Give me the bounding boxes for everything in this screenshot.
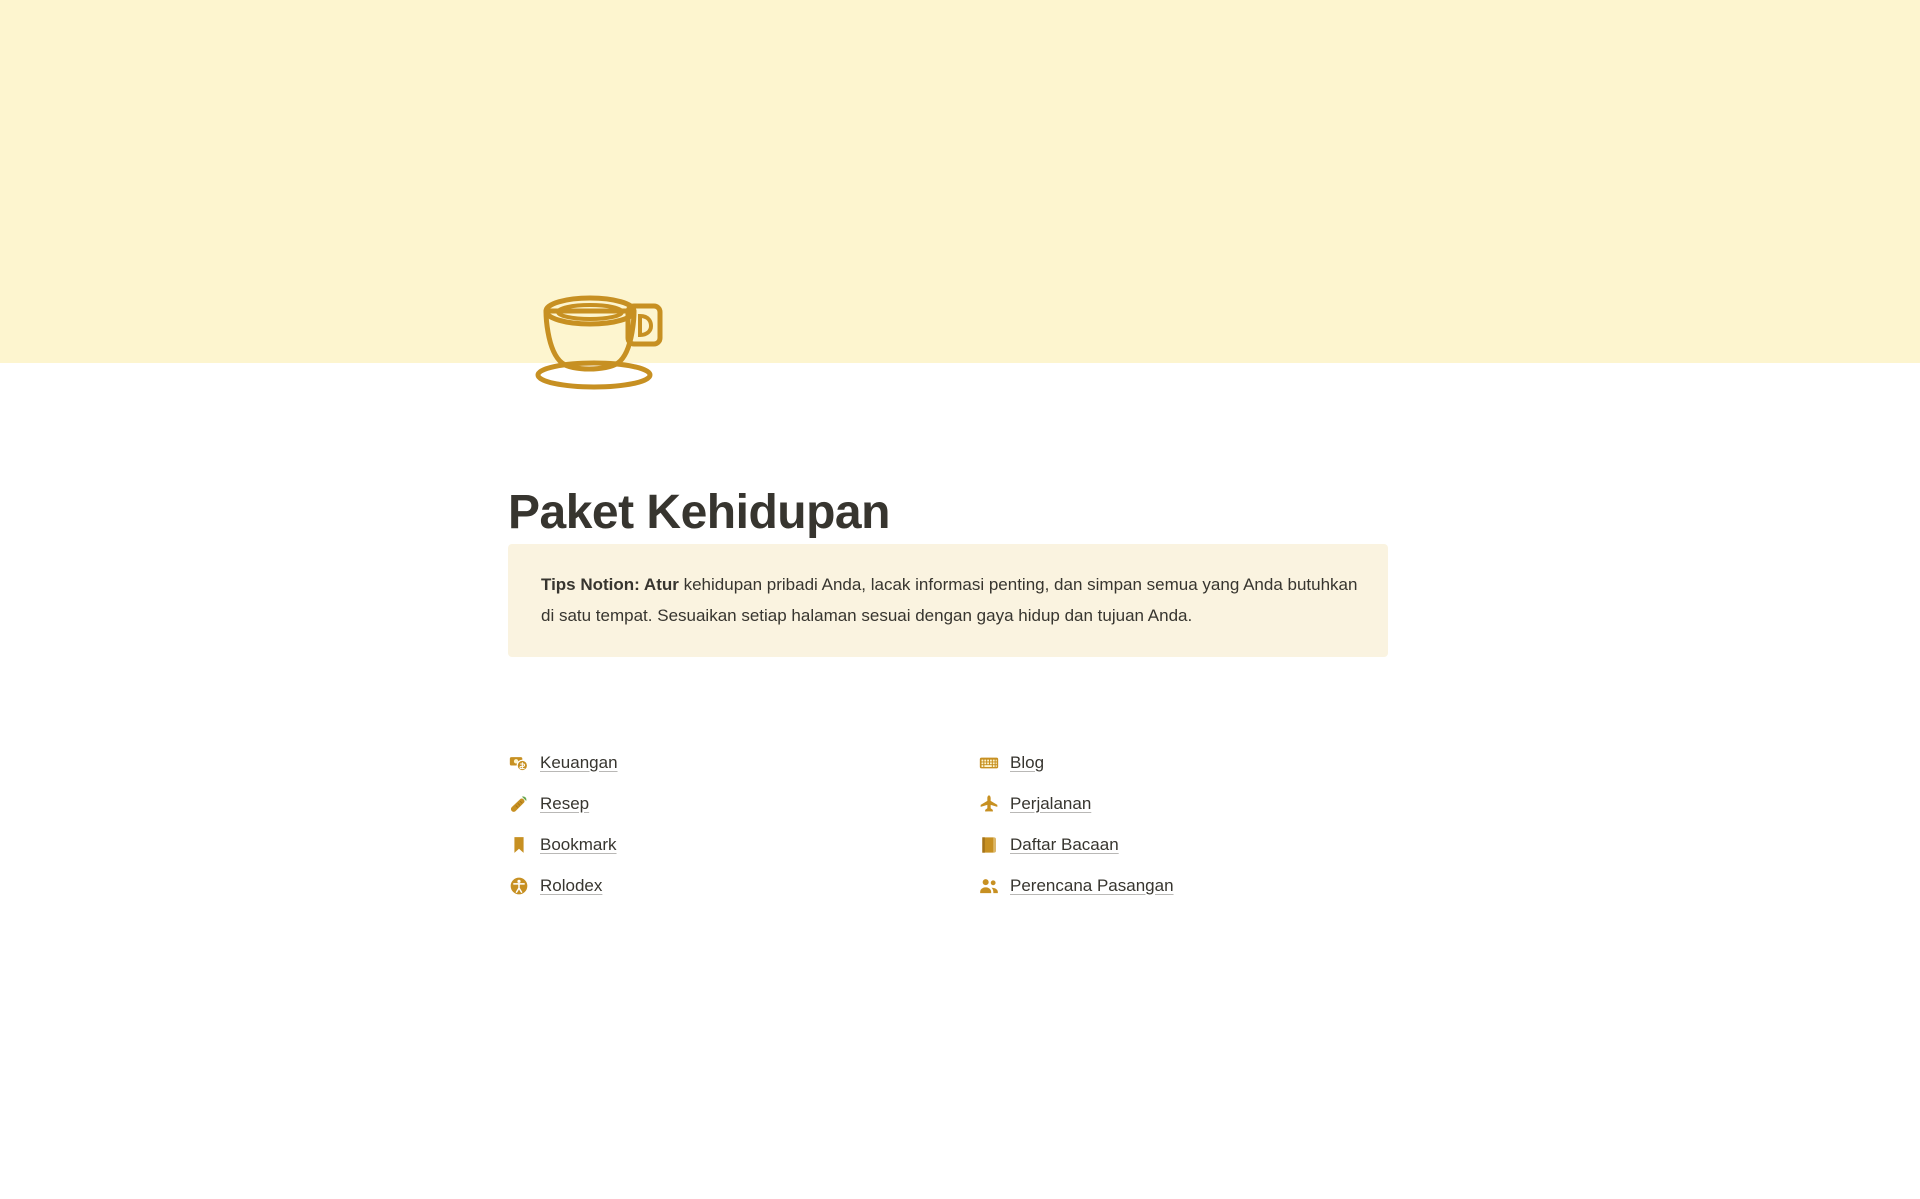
- keyboard-icon: [978, 752, 1000, 774]
- page-cover: [0, 0, 1920, 363]
- link-label[interactable]: Perencana Pasangan: [1010, 875, 1174, 895]
- link-item-perencana-pasangan[interactable]: [978, 865, 1448, 906]
- two-people-icon: [978, 875, 1000, 897]
- accessibility-icon: [508, 875, 530, 897]
- link-label[interactable]: Perjalanan: [1010, 793, 1092, 813]
- link-item-blog[interactable]: [978, 742, 1448, 783]
- closed-book-icon: [978, 834, 1000, 856]
- link-item-bookmark[interactable]: [508, 824, 978, 865]
- callout-text: [541, 569, 1358, 631]
- page-title: Paket Kehidupan: [508, 486, 890, 540]
- bookmark-icon: [508, 834, 530, 856]
- link-label[interactable]: Bookmark: [540, 834, 617, 854]
- money-exchange-icon: [508, 752, 530, 774]
- link-label[interactable]: Rolodex: [540, 875, 603, 895]
- link-label[interactable]: Resep: [540, 793, 590, 813]
- link-item-resep[interactable]: [508, 783, 978, 824]
- link-label[interactable]: Blog: [1010, 752, 1045, 772]
- airplane-icon: [978, 793, 1000, 815]
- carrot-icon: [508, 793, 530, 815]
- page-links-grid: [508, 742, 1448, 906]
- links-column-right: [978, 742, 1448, 906]
- callout-body: kehidupan pribadi Anda, lacak informasi penting, dan simpan semua yang Anda butuhkan di satu tempat. Sesuaikan setiap halaman sesuai dengan gaya hidup dan tujuan Anda.: [541, 575, 1358, 625]
- link-item-daftar-bacaan[interactable]: [978, 824, 1448, 865]
- link-item-rolodex[interactable]: [508, 865, 978, 906]
- link-label[interactable]: Keuangan: [540, 752, 618, 772]
- link-item-perjalanan[interactable]: [978, 783, 1448, 824]
- link-item-keuangan[interactable]: [508, 742, 978, 783]
- link-label[interactable]: Daftar Bacaan: [1010, 834, 1119, 854]
- links-column-left: [508, 742, 978, 906]
- coffee-cup-icon[interactable]: [528, 278, 668, 398]
- callout-block: [508, 544, 1388, 657]
- callout-lead: Tips Notion: Atur: [541, 575, 679, 594]
